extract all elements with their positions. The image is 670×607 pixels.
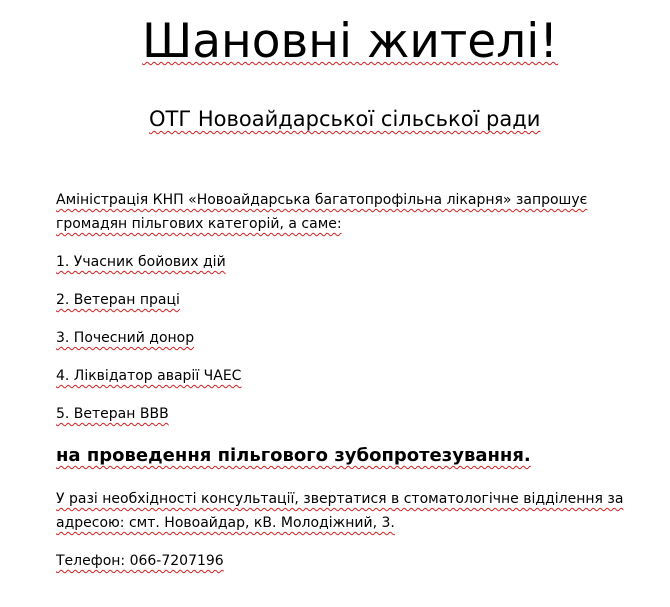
consultation-line-2: адресою: смт. Новоайдар, кВ. Молодіжний, 3. [56, 515, 395, 531]
purpose-line: на проведення пільгового зубопротезування. [56, 445, 531, 466]
page-title: Шановні жителі! [142, 14, 559, 69]
category-item: 1. Учасник бойових дій [56, 254, 226, 270]
intro-line-1: Аміністрація КНП «Новоайдарська багатопрофільна лікарня» запрошує [56, 192, 588, 208]
category-item: 5. Ветеран ВВВ [56, 406, 169, 422]
category-item: 3. Почесний донор [56, 330, 195, 346]
page-subtitle: ОТГ Новоайдарської сільської ради [149, 107, 541, 131]
intro-line-2: громадян пільгових категорій, а саме: [56, 216, 342, 232]
category-item: 4. Ліквідатор аварії ЧАЕС [56, 368, 242, 384]
category-item: 2. Ветеран праці [56, 292, 180, 308]
phone-line: Телефон: 066-7207196 [56, 553, 224, 569]
consultation-line-1: У разі необхідності консультації, звертатися в стоматологічне відділення за [56, 491, 624, 507]
